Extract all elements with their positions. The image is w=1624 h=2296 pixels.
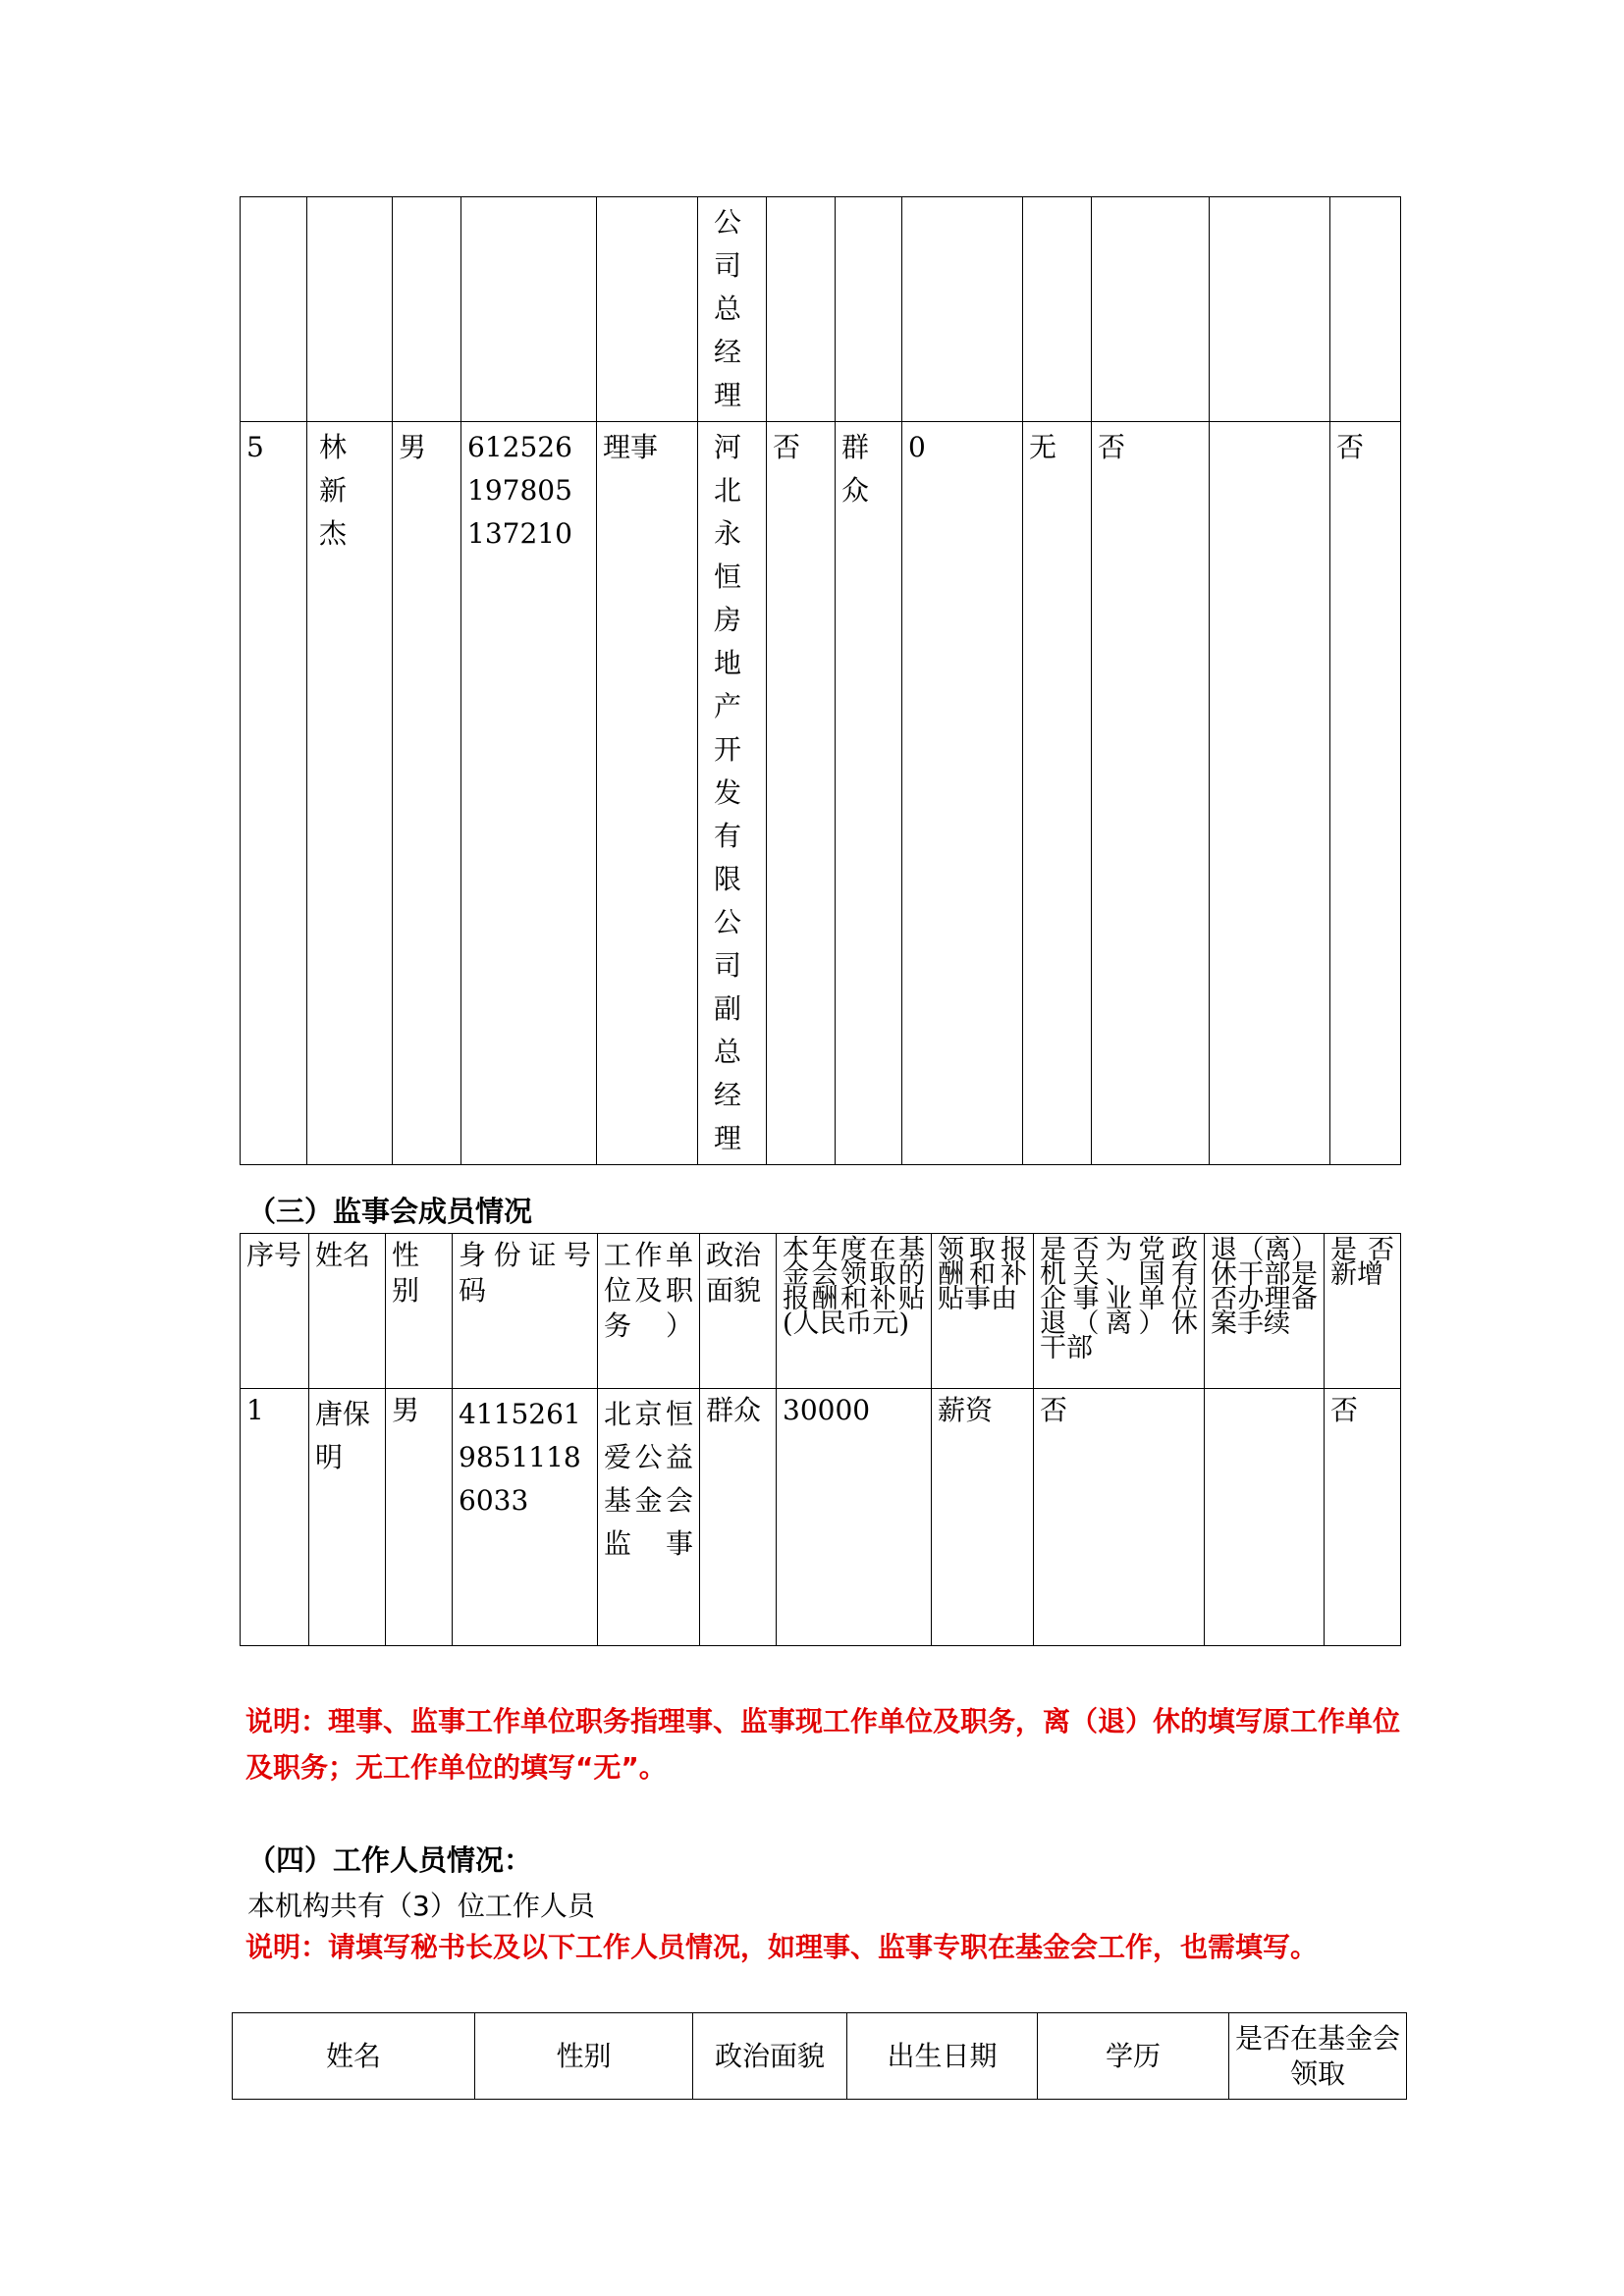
work-unit-cell: 公司总经理 xyxy=(714,206,742,411)
supervisors-table xyxy=(240,1233,1401,1646)
header-unit: 工作单位及职务） xyxy=(598,1234,700,1389)
header-education: 学历 xyxy=(1038,2013,1229,2100)
note-text: 说明：请填写秘书长及以下工作人员情况，如理事、监事专职在基金会工作，也需填写。 xyxy=(245,1931,1319,1963)
staff-table xyxy=(232,2012,1407,2100)
name-cell: 唐保明 xyxy=(309,1389,386,1646)
position-cell: 理事 xyxy=(597,422,698,1165)
name-cell: 林新杰 xyxy=(319,431,357,550)
pay-cell: 30000 xyxy=(777,1389,932,1646)
pay-cell: 0 xyxy=(902,422,1023,1165)
political-cell: 群众 xyxy=(841,431,870,507)
table-row xyxy=(241,422,1401,1165)
header-gender: 性别 xyxy=(475,2013,693,2100)
header-gender: 性别 xyxy=(386,1234,453,1389)
unit-cell: 北京恒爱公益基金会监事 xyxy=(598,1389,700,1646)
cell-col10: 无 xyxy=(1023,422,1092,1165)
cell-col12 xyxy=(1210,422,1330,1165)
gender-cell: 男 xyxy=(386,1389,453,1646)
retire-cell xyxy=(1205,1389,1325,1646)
header-retire: 退（离）休干部是否办理备案手续 xyxy=(1205,1234,1325,1389)
work-unit-cell: 河北永恒房地产开发有限公司副总经理 xyxy=(714,431,742,1154)
header-pay: 是否在基金会领取 xyxy=(1229,2013,1407,2100)
header-pay: 本年度在基金会领取的报酬和补贴(人民币元) xyxy=(777,1234,932,1389)
section-title: （四）工作人员情况： xyxy=(247,1843,533,1877)
header-name: 姓名 xyxy=(233,2013,475,2100)
gender-cell: 男 xyxy=(393,422,461,1165)
section-title: （三）监事会成员情况 xyxy=(247,1195,533,1228)
seq-cell: 1 xyxy=(241,1389,309,1646)
header-seq: 序号 xyxy=(241,1234,309,1389)
board-members-table-continued xyxy=(240,196,1401,1165)
political-cell: 群众 xyxy=(700,1389,777,1646)
header-new: 是否新增 xyxy=(1325,1234,1401,1389)
seq-cell: 5 xyxy=(241,422,307,1165)
id-number-cell: 411526198511186033 xyxy=(453,1389,598,1646)
cell-col7: 否 xyxy=(767,422,836,1165)
table-row xyxy=(241,1389,1401,1646)
table-header-row xyxy=(233,2013,1407,2100)
note-text: 说明：理事、监事工作单位职务指理事、监事现工作单位及职务，离（退）休的填写原工作单位及职务；无工作单位的填写“无”。 xyxy=(245,1705,1401,1784)
header-political: 政治面貌 xyxy=(693,2013,847,2100)
header-pay-reason: 领取报酬和补贴事由 xyxy=(932,1234,1034,1389)
header-id-number: 身份证号码 xyxy=(453,1234,598,1389)
party-cell: 否 xyxy=(1034,1389,1205,1646)
new-cell: 否 xyxy=(1330,422,1401,1165)
new-cell: 否 xyxy=(1325,1389,1401,1646)
id-number-cell: 612526197805137210 xyxy=(467,431,572,550)
header-birthdate: 出生日期 xyxy=(847,2013,1038,2100)
header-political: 政治面貌 xyxy=(700,1234,777,1389)
header-party: 是否为党政机关、国有企事业单位退（离）休干部 xyxy=(1034,1234,1205,1389)
header-name: 姓名 xyxy=(309,1234,386,1389)
staff-count-line: 本机构共有（3）位工作人员 xyxy=(247,1890,595,1922)
table-row xyxy=(241,197,1401,422)
cell-col11: 否 xyxy=(1092,422,1210,1165)
table-header-row xyxy=(241,1234,1401,1389)
pay-reason-cell: 薪资 xyxy=(932,1389,1034,1646)
